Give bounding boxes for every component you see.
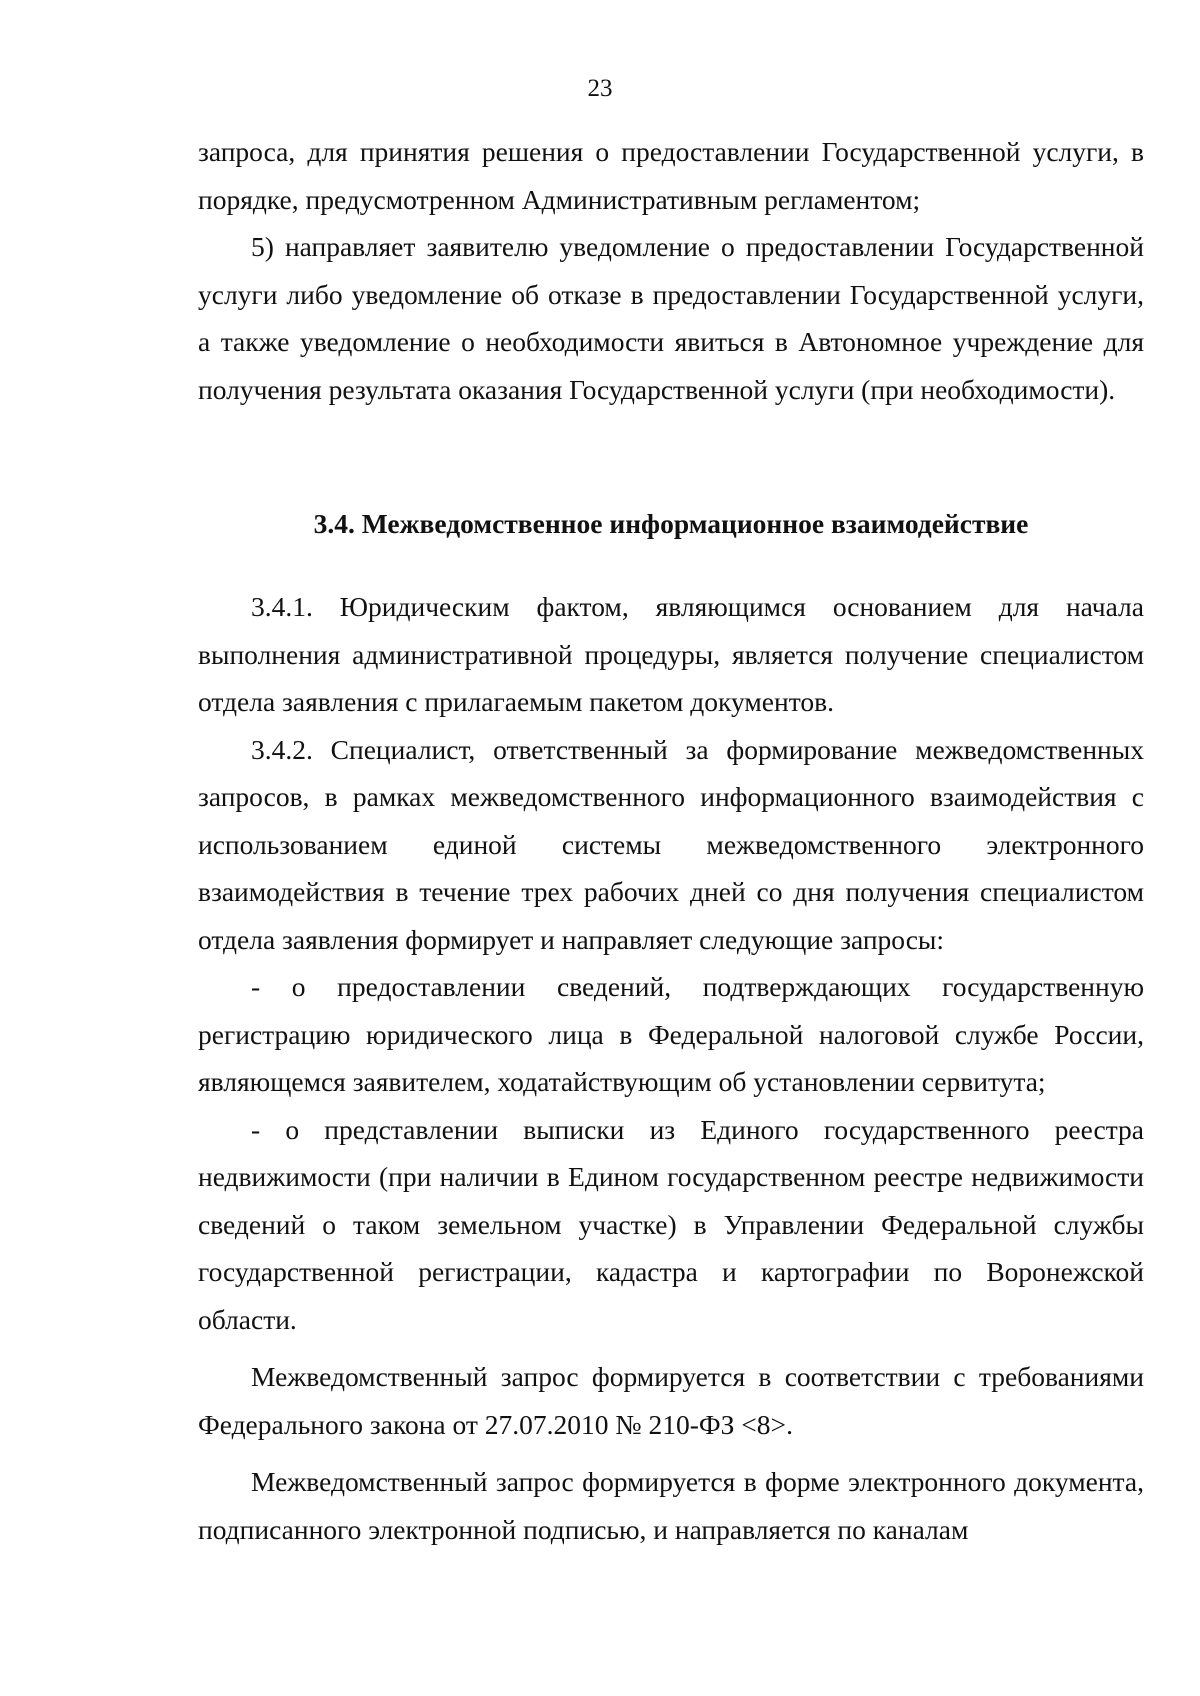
page-number: 23 xyxy=(587,75,613,102)
paragraph-request-requirements: Межведомственный запрос формируется в соответствии с требованиями Федерального закона от 27.07.2010 № 210-ФЗ <8>. xyxy=(198,1361,1144,1440)
paragraph-3-4-1: 3.4.1. Юридическим фактом, являющимся основанием для начала выполнения административной процедуры, является получение специалистом отдела заявления с прилагаемым пакетом документов. xyxy=(198,591,1144,717)
paragraph-3-4-2: 3.4.2. Специалист, ответственный за формирование межведомственных запросов, в рамках межведомственного информационного взаимодействия с использованием единой системы межведомственного электронного взаимодействия в течение трех рабочих дней со дня получения специалистом отдела заявления формирует и направляет следующие запросы: xyxy=(198,733,1144,955)
paragraph-item-5: 5) направляет заявителю уведомление о предоставлении Государственной услуги либо уведомление об отказе в предоставлении Государственной услуги, а также уведомление о необходимости явиться в Автономное учреждение для получения результата оказания Государственной услуги (при необходимости). xyxy=(198,231,1144,405)
text-block-top xyxy=(198,128,1144,413)
list-item-registry: - о представлении выписки из Единого государственного реестра недвижимости (при наличии в Едином государственном реестре недвижимости сведений о таком земельном участке) в Управлении Федеральной службы государственной регистрации, кадастра и картографии по Воронежской области. xyxy=(198,1113,1144,1335)
section-heading: 3.4. Межведомственное информационное взаимодействие xyxy=(313,508,1029,539)
text-block-main xyxy=(198,583,1144,1553)
list-item-tax-service: - о предоставлении сведений, подтверждающих государственную регистрацию юридического лица в Федеральной налоговой службе России, являющемся заявителем, ходатайствующим об установлении сервитута; xyxy=(198,971,1144,1097)
paragraph-continuation: запроса, для принятия решения о предоставлении Государственной услуги, в порядке, предусмотренном Административным регламентом; xyxy=(198,136,1144,215)
paragraph-request-form: Межведомственный запрос формируется в форме электронного документа, подписанного электронной подписью, и направляется по каналам xyxy=(198,1466,1144,1545)
